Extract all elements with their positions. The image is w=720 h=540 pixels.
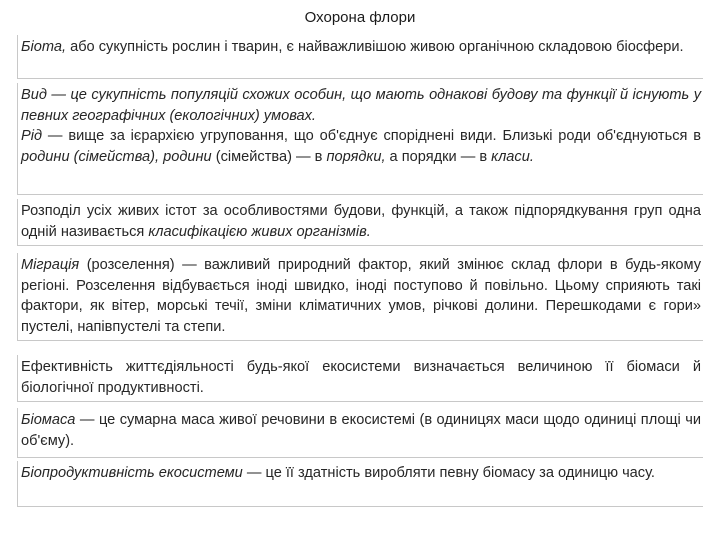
efficiency-paragraph: Ефективність життєдіяльності будь-якої екосистеми визначається величиною її біомаси й біологічної продуктивності. [21,359,701,396]
biota-paragraph [21,37,701,58]
biomass-text: — це сумарна маса живої речовини в екосистемі (в одиницях маси щодо одиниці площі чи об'єму). [21,412,701,449]
classification-block [17,199,703,246]
migration-paragraph [21,255,701,337]
term-genus: Рід [21,128,43,144]
classification-paragraph [21,201,701,242]
term-biomass: Біомаса [21,412,76,428]
species-paragraph [21,85,701,126]
genus-text-2: (сімейства) — в [211,148,327,165]
term-families: родини (сімейства), родини [21,148,212,165]
biota-definition-block [17,35,703,79]
genus-text: — вище за ієрархією угруповання, що об'єднує споріднені види. Близькі роди об'єднуються в [42,128,701,144]
term-migration: Міграція [21,257,80,273]
term-biota: Біота, [21,39,67,55]
term-bioproductivity: Біопродуктивність екосистеми [21,465,243,481]
biota-text: або сукупність рослин і тварин, є найважливішою живою органічною складовою біосфери. [66,39,684,55]
classification-text: Розподіл усіх живих істот за особливостями будови, функцій, а також підпорядкування груп одна одній називається [21,203,701,240]
bioproductivity-text: — це її здатність виробляти певну біомасу за одиницю часу. [242,465,655,481]
term-classification: класифікацією живих організмів. [148,223,371,240]
migration-block [17,253,703,341]
genus-paragraph [21,126,701,167]
species-definition: Вид — це сукупність популяцій схожих особин, що мають однакові будову та функції й існують у певних географічних (екологічних) умовах. [21,87,701,124]
migration-text: (розселення) — важливий природний фактор, який змінює склад флори в будь-якому регіоні. Розселення відбувається іноді швидко, іноді поступово й повільно. Цьому сприяють такі фактори, як вітер, морські течії, зміни кліматичних умов, річкові долини. Перешкодами є гори» пустелі, напівпустелі та степи. [21,257,701,335]
bioproductivity-paragraph [21,463,701,484]
biomass-paragraph [21,410,701,451]
genus-text-3: а порядки — в [385,148,492,165]
term-orders: порядки, [326,148,386,165]
biomass-block [17,408,703,458]
bioproductivity-block [17,461,703,507]
species-genus-block [17,83,703,195]
ecosystem-efficiency-block [17,355,703,402]
page-title: Охорона флори [304,9,416,26]
term-classes: класи. [491,148,534,165]
